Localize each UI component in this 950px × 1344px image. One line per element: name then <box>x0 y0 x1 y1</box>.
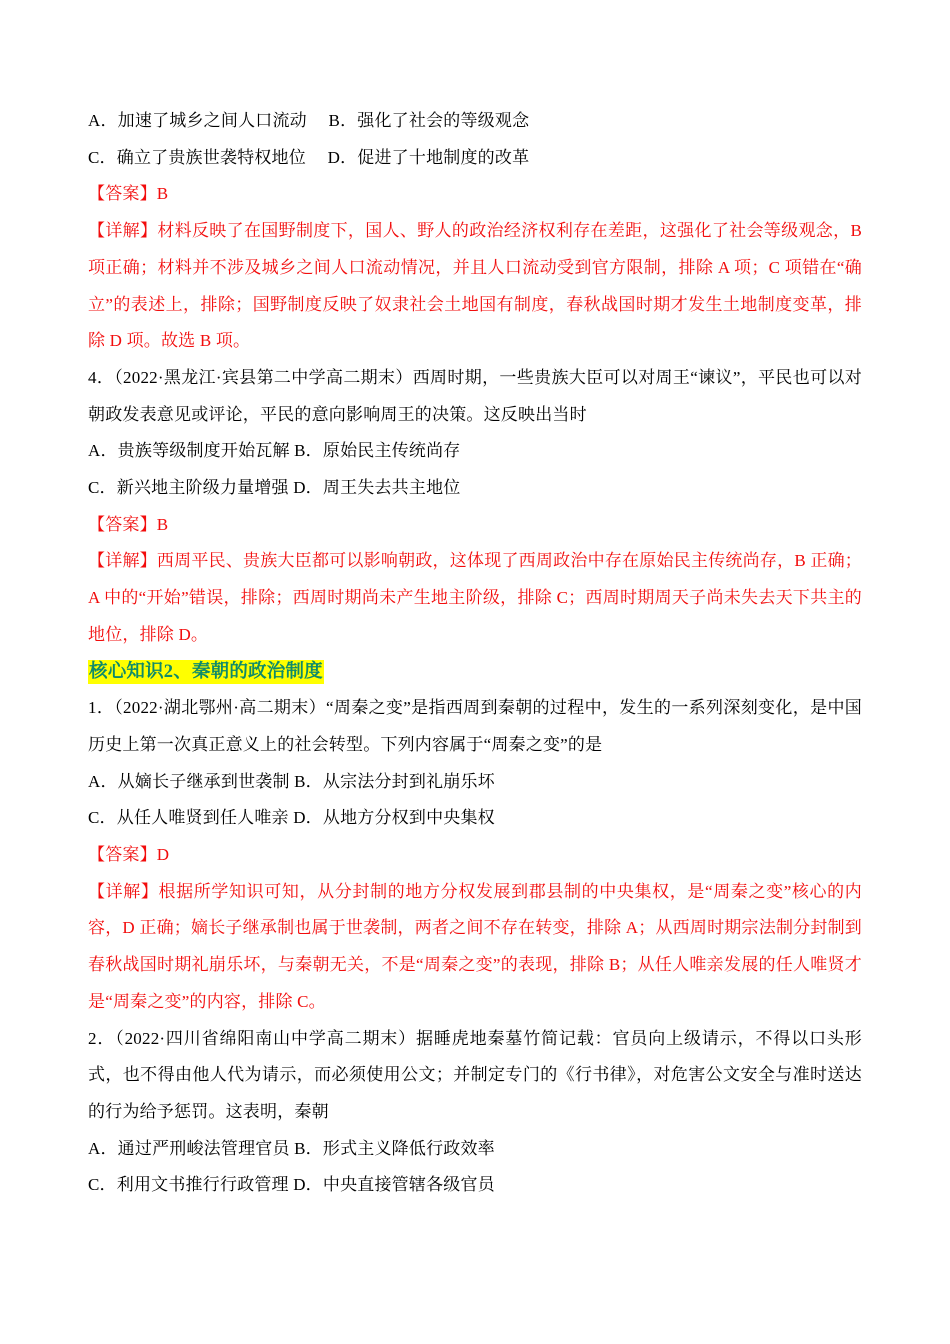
q4-answer: 【答案】B <box>88 514 169 534</box>
q4-option-row-cd: C．新兴地主阶级力量增强 D．周王失去共主地位 <box>88 478 461 498</box>
q1-option-row-cd: C．从任人唯贤到任人唯亲 D．从地方分权到中央集权 <box>88 808 495 828</box>
q2-stem: 2．（2022·四川省绵阳南山中学高二期末）据睡虎地秦墓竹简记载：官员向上级请示，不得以口头形式，也不得由他人代为请示，而必须使用公文；并制定专门的《行书律》，对危害公文安全与准时送达的行为给予惩罚。这表明，秦朝 <box>88 1028 862 1121</box>
q3-explanation: 【详解】材料反映了在国野制度下，国人、野人的政治经济权利存在差距，这强化了社会等级观念，B 项正确；材料并不涉及城乡之间人口流动情况，并且人口流动受到官方限制，排除 A 项；C 项错在“确立”的表述上，排除；国野制度反映了奴隶社会土地国有制度，春秋战国时期才发生土地制度变革，排除 D 项。故选 B 项。 <box>88 221 862 351</box>
q1-stem: 1．（2022·湖北鄂州·高二期末）“周秦之变”是指西周到秦朝的过程中，发生的一系列深刻变化，是中国历史上第一次真正意义上的社会转型。下列内容属于“周秦之变”的是 <box>88 698 862 754</box>
q1-explanation: 【详解】根据所学知识可知，从分封制的地方分权发展到郡县制的中央集权，是“周秦之变”核心的内容，D 正确；嫡长子继承制也属于世袭制，两者之间不存在转变，排除 A；从西周时期宗法制分封制到春秋战国时期礼崩乐坏，与秦朝无关，不是“周秦之变”的表现，排除 B；从任人唯亲发展的任人唯贤才是“周秦之变”的内容，排除 C。 <box>88 881 862 1011</box>
q4-stem: 4．（2022·黑龙江·宾县第二中学高二期末）西周时期，一些贵族大臣可以对周王“谏议”，平民也可以对朝政发表意见或评论，平民的意向影响周王的决策。这反映出当时 <box>88 367 862 424</box>
q2-option-row-cd: C．利用文书推行行政管理 D．中央直接管辖各级官员 <box>88 1175 495 1195</box>
q3-option-row-cd: C．确立了贵族世袭特权地位 D．促进了十地制度的改革 <box>88 147 530 167</box>
q1-option-row-ab: A．从嫡长子继承到世袭制 B．从宗法分封到礼崩乐坏 <box>88 771 495 791</box>
q3-option-row-ab: A．加速了城乡之间人口流动 B．强化了社会的等级观念 <box>88 111 530 130</box>
q3-answer: 【答案】B <box>88 184 169 204</box>
q2-option-row-ab: A．通过严刑峻法管理官员 B．形式主义降低行政效率 <box>88 1138 495 1158</box>
q4-explanation: 【详解】西周平民、贵族大臣都可以影响朝政，这体现了西周政治中存在原始民主传统尚存，B 正确；A 中的“开始”错误，排除；西周时期尚未产生地主阶级，排除 C；西周时期周天子尚未失去天下共主的地位，排除 D。 <box>88 551 862 644</box>
q1-answer: 【答案】D <box>88 845 170 865</box>
section-header-highlighted-text: 核心知识2、秦朝的政治制度 <box>89 661 323 682</box>
q4-option-row-ab: A．贵族等级制度开始瓦解 B．原始民主传统尚存 <box>88 441 461 461</box>
section-header <box>88 654 862 691</box>
